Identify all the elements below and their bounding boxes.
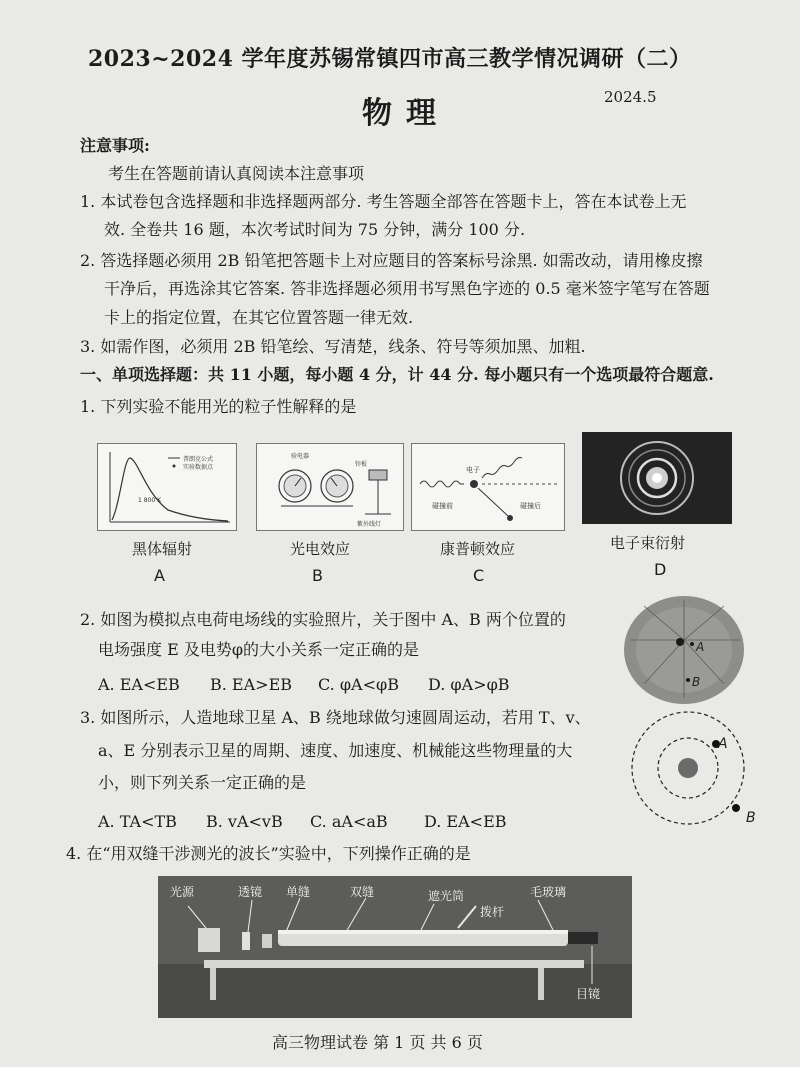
label-light-source: 光源 <box>170 885 195 899</box>
q1-letter-c: C <box>473 566 485 585</box>
q3-stem-line2: a、E 分别表示卫星的周期、速度、加速度、机械能这些物理量的大 <box>98 741 573 760</box>
q4-apparatus-photo <box>158 876 632 1018</box>
exam-date: 2024.5 <box>604 88 657 106</box>
label-shade-tube: 遮光筒 <box>428 889 465 903</box>
label-before: 碰撞前 <box>432 502 453 510</box>
earth <box>678 758 698 778</box>
q1-panel-b <box>256 443 404 531</box>
page-footer: 高三物理试卷 第 1 页 共 6 页 <box>272 1033 483 1052</box>
subject-title: 物理 <box>362 96 450 131</box>
q1-panel-a <box>97 443 237 531</box>
q3-sat-b-label: B <box>746 810 756 826</box>
q1-caption-c: 康普顿效应 <box>440 540 516 558</box>
label-after: 碰撞后 <box>520 502 541 510</box>
satellite-b <box>732 804 740 812</box>
legend-planck: 普朗克公式 <box>183 456 214 463</box>
q2-option-a: A. EA<EB <box>98 675 180 694</box>
q3-option-c: C. aA<aB <box>310 812 388 831</box>
q1-caption-d: 电子束衍射 <box>610 534 686 552</box>
q3-stem-line1: 3. 如图所示，人造地球卫星 A、B 绕地球做匀速圆周运动，若用 T、v、 <box>80 708 591 727</box>
label-uv-lamp: 紫外线灯 <box>357 521 382 528</box>
q4-stem: 4. 在“用双缝干涉测光的波长”实验中，下列操作正确的是 <box>66 844 471 863</box>
q3-option-d: D. EA<EB <box>424 812 507 831</box>
label-electron: 电子 <box>466 466 480 474</box>
section-heading: 一、单项选择题：共 11 小题，每小题 4 分，计 44 分. 每小题只有一个选项最符合题意. <box>80 365 714 384</box>
diffraction-pattern <box>582 432 732 524</box>
q2-point-b-label: B <box>692 675 701 689</box>
q2-stem-line1: 2. 如图为模拟点电荷电场线的实验照片，关于图中 A、B 两个位置的 <box>80 610 566 629</box>
q2-option-d: D. φA>φB <box>428 675 510 694</box>
blackbody-chart <box>98 444 236 530</box>
q1-stem: 1. 下列实验不能用光的粒子性解释的是 <box>80 397 357 416</box>
notice-item-3: 3. 如需作图，必须用 2B 铅笔绘、写清楚，线条、符号等须加黑、加粗. <box>80 337 586 356</box>
label-ground-glass: 毛玻璃 <box>530 885 567 899</box>
q1-panel-c <box>411 443 565 531</box>
q2-field-photo <box>622 594 746 706</box>
notice-intro: 考生在答题前请认真阅读本注意事项 <box>108 164 365 183</box>
label-zinc: 锌板 <box>355 461 368 468</box>
label-lens: 透镜 <box>238 885 263 899</box>
notice-heading: 注意事项: <box>80 136 150 155</box>
q2-option-c: C. φA<φB <box>318 675 399 694</box>
notice-item-2a: 2. 答选择题必须用 2B 铅笔把答题卡上对应题目的答案标号涂黑. 如需改动，请用橡皮擦 <box>80 251 703 270</box>
notice-item-2b: 干净后，再选涂其它答案. 答非选择题必须用书写黑色字迹的 0.5 毫米签字笔写在答题 <box>104 279 710 298</box>
exam-title: 2023~2024 学年度苏锡常镇四市高三教学情况调研（二） <box>88 46 692 72</box>
label-single-slit: 单缝 <box>286 885 311 899</box>
q2-point-a-label: A <box>696 640 705 654</box>
q3-option-b: B. vA<vB <box>206 812 283 831</box>
q3-orbit-diagram <box>620 704 770 834</box>
label-electroscope: 验电器 <box>291 453 310 460</box>
q3-option-a: A. TA<TB <box>98 812 177 831</box>
q1-letter-b: B <box>312 566 323 585</box>
label-eyepiece: 目镜 <box>576 987 601 1001</box>
q1-panel-d <box>582 432 732 524</box>
label-double-slit: 双缝 <box>350 885 375 899</box>
q1-caption-b: 光电效应 <box>290 540 351 558</box>
q1-letter-d: D <box>654 560 667 579</box>
photoelectric-apparatus <box>257 444 403 530</box>
q2-stem-line2: 电场强度 E 及电势φ的大小关系一定正确的是 <box>98 640 420 659</box>
label-lever: 拨杆 <box>480 905 505 919</box>
compton-diagram <box>412 444 564 530</box>
notice-item-1b: 效. 全卷共 16 题，本次考试时间为 75 分钟，满分 100 分. <box>104 220 526 239</box>
q3-stem-line3: 小，则下列关系一定正确的是 <box>98 773 307 792</box>
q1-caption-a: 黑体辐射 <box>132 540 193 558</box>
legend-data: 实验数据点 <box>183 464 214 471</box>
q2-option-b: B. EA>EB <box>210 675 293 694</box>
notice-item-1a: 1. 本试卷包含选择题和非选择题两部分. 考生答题全部答在答题卡上，答在本试卷上无 <box>80 192 687 211</box>
q3-sat-a-label: A <box>718 736 728 752</box>
temp-label: 1 800 K <box>138 497 162 504</box>
notice-item-2c: 卡上的指定位置，在其它位置答题一律无效. <box>104 308 414 327</box>
q1-letter-a: A <box>154 566 165 585</box>
